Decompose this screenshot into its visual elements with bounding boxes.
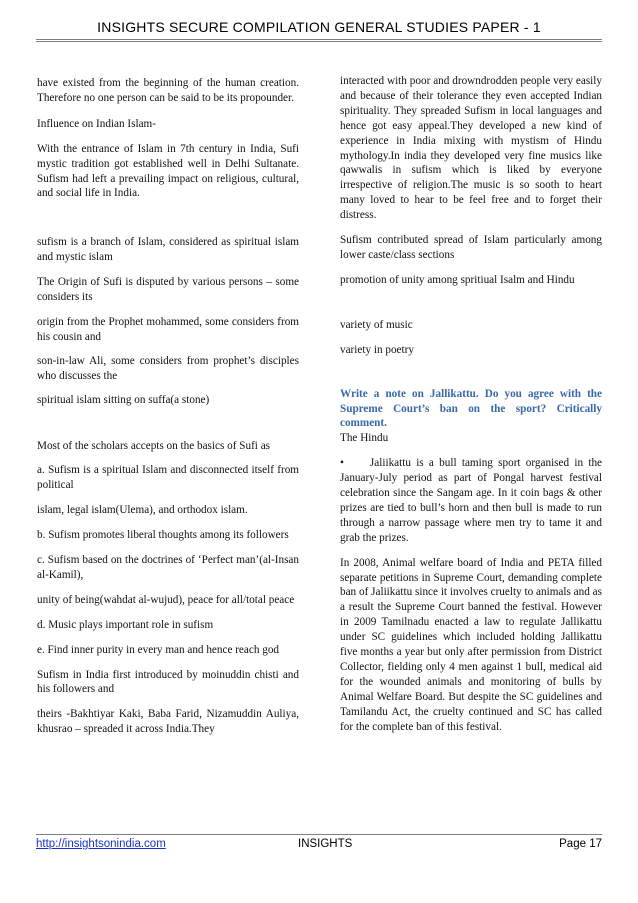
left-paragraph-10: a. Sufism is a spiritual Islam and disconnected itself from political (37, 464, 299, 492)
header-rule (36, 39, 602, 42)
left-paragraph-7: son-in-law Ali, some considers from prophet’s disciples who discusses the (37, 354, 299, 382)
right-paragraph-6 (340, 456, 602, 545)
right-column (340, 74, 602, 834)
right-paragraph-4: variety of music (340, 318, 413, 331)
right-paragraph-1: interacted with poor and drowndrodden people very easily and because of their tolerance they even accepted Indian spirituality. They spreaded Sufism in local languages and hence got easy appeal.They developed a new kind of experience in India mixing with mystism of Hindu mythology.In india they developed very fine musics like qawwalis in sufism which is liked by everyone irrespective of religion.The music is so sooth to heart many loved to hear to be feel free and to forget their distress. (340, 75, 602, 222)
left-paragraph-11: islam, legal islam(Ulema), and orthodox islam. (37, 504, 248, 517)
left-paragraph-14: unity of being(wahdat al-wujud), peace for all/total peace (37, 593, 295, 606)
left-paragraph-5: The Origin of Sufi is disputed by various persons – some considers its (37, 276, 299, 304)
bullet-glyph: • (340, 457, 344, 470)
right-paragraph-6-text: Jaliikattu is a bull taming sport organised in the January-July period as part of Pongal harvest festival celebration since the Sangam age. In it coin bags & other prizes are tied to bull’s horn and then bull is made to run through a narrow passage where men try to tame it and grab the prizes. (340, 457, 602, 544)
right-paragraph-2: Sufism contributed spread of Islam particularly among lower caste/class sections (340, 234, 602, 261)
footer-brand: INSIGHTS (298, 838, 353, 850)
right-paragraph-3: promotion of unity among spritiual Isalm and Hindu (340, 273, 575, 286)
footer-website-link[interactable]: http://insightsonindia.com (36, 838, 166, 850)
question-heading: Write a note on Jallikattu. Do you agree with the Supreme Court’s ban on the sport? Critically comment. (340, 387, 602, 430)
footer-rule (36, 834, 602, 835)
right-paragraph-5: variety in poetry (340, 343, 414, 356)
page-footer (36, 838, 602, 854)
left-paragraph-17: Sufism in India first introduced by moinuddin chisti and his followers and (37, 668, 299, 696)
left-paragraph-18: theirs -Bakhtiyar Kaki, Baba Farid, Nizamuddin Auliya, khusrao – spreaded it across India.They (37, 708, 299, 736)
page-number: Page 17 (559, 838, 602, 850)
left-paragraph-8: spiritual islam sitting on suffa(a stone) (37, 393, 210, 406)
left-paragraph-13: c. Sufism based on the doctrines of ‘Perfect man’(al-Insan al-Kamil), (37, 554, 299, 581)
left-paragraph-15: d. Music plays important role in sufism (37, 618, 214, 631)
left-paragraph-12: b. Sufism promotes liberal thoughts among its followers (37, 529, 289, 542)
left-paragraph-1: have existed from the beginning of the human creation. Therefore no one person can be said to be its propounder. (37, 77, 299, 104)
left-paragraph-6: origin from the Prophet mohammed, some considers from his cousin and (37, 315, 299, 343)
left-column (37, 76, 299, 838)
left-paragraph-9: Most of the scholars accepts on the basics of Sufi as (37, 439, 271, 452)
source-label: The Hindu (340, 432, 389, 445)
page-header-title: INSIGHTS SECURE COMPILATION GENERAL STUDIES PAPER - 1 (97, 19, 541, 35)
left-paragraph-3: With the entrance of Islam in 7th century in India, Sufi mystic tradition got established well in Delhi Sultanate. Sufism had left a prevailing impact on religious, cultural, and social life in India. (37, 142, 299, 200)
left-paragraph-16: e. Find inner purity in every man and hence reach god (37, 643, 280, 656)
left-paragraph-4: sufism is a branch of Islam, considered as spiritual islam and mystic islam (37, 236, 299, 264)
left-subheading-influence: Influence on Indian Islam- (37, 117, 156, 130)
right-paragraph-7: In 2008, Animal welfare board of India and PETA filled separate petitions in Supreme Court, demanding complete ban of Jaliikattu since it involves cruelty to animals and as a result the Supreme Court banned the festival. However in 2009 Tamilnadu enacted a law to regulate Jallikattu under SC guidelines which included holding Jallikattu five months a year but only after permission from District Collector, fielding only 4 men against 1 bull, medical aid for the wounded animals and monitoring of bulls by Animal Welfare Board. But despite the SC guidelines and Tamilandu Act, the cruelty continued and SC has called for the complete ban of this festival. (340, 556, 602, 733)
